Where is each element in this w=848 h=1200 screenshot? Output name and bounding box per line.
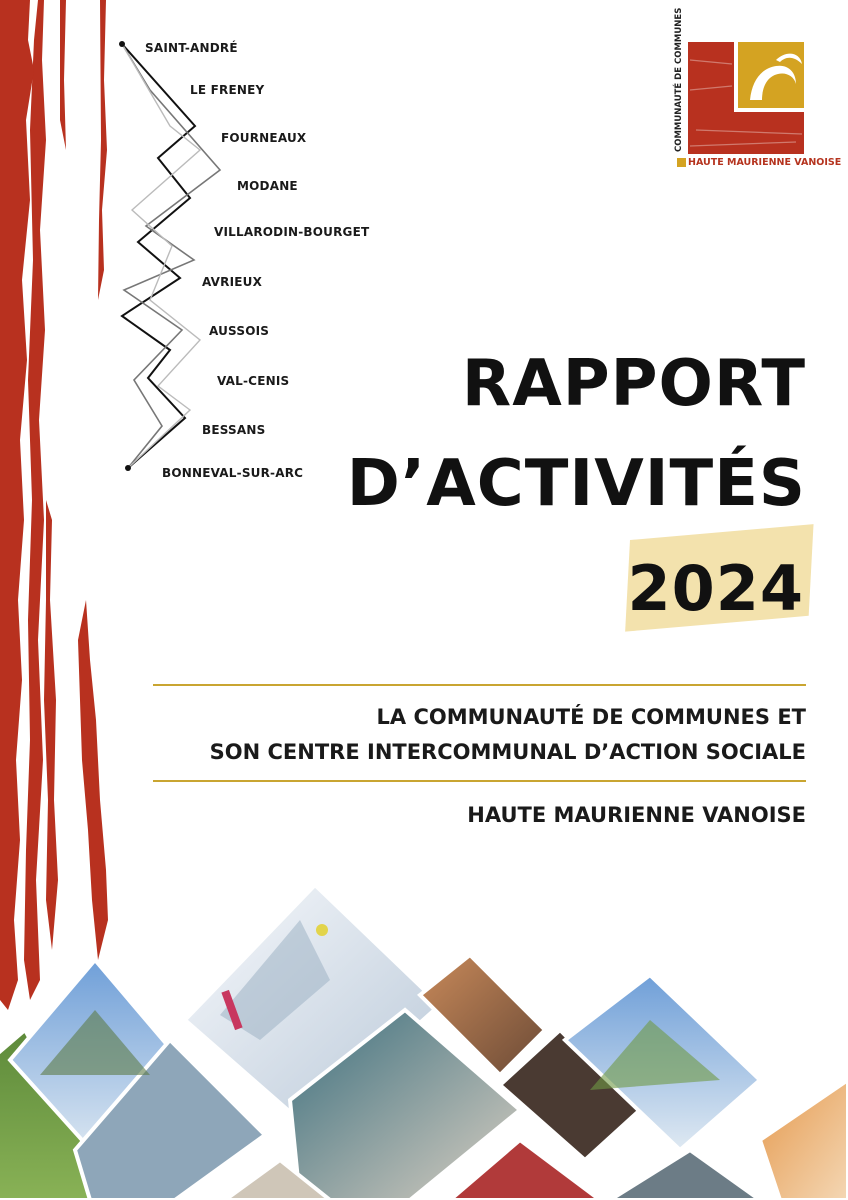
commune-label: BONNEVAL-SUR-ARC [162,466,304,480]
commune-label: AVRIEUX [202,275,263,289]
commune-label: SAINT-ANDRÉ [145,41,238,55]
logo-bottom-text: HAUTE MAURIENNE VANOISE [688,157,842,168]
report-year: 2024 [627,552,804,625]
logo-vertical-text: COMMUNAUTÉ DE COMMUNES [674,7,684,152]
commune-label: FOURNEAUX [221,131,307,145]
territory-name: HAUTE MAURIENNE VANOISE [467,803,806,827]
subtitle-line: SON CENTRE INTERCOMMUNAL D’ACTION SOCIALE [209,740,806,764]
commune-label: AUSSOIS [209,324,270,338]
photo-mosaic [0,860,848,1200]
commune-label: BESSANS [202,423,266,437]
children-table-photo [760,1080,848,1200]
communes-zigzag-graphic [110,30,230,490]
community-logo [674,7,806,170]
divider [153,780,806,782]
commune-label: VILLARODIN-BOURGET [214,225,370,239]
page-title: D’ACTIVITÉS [346,447,806,521]
commune-label: LE FRENEY [190,83,265,97]
logo-gold-square [677,158,686,167]
page-title: RAPPORT [461,347,806,421]
commune-label: VAL-CENIS [217,374,290,388]
divider [153,684,806,686]
subtitle-line: LA COMMUNAUTÉ DE COMMUNES ET [376,705,806,729]
commune-label: MODANE [237,179,298,193]
